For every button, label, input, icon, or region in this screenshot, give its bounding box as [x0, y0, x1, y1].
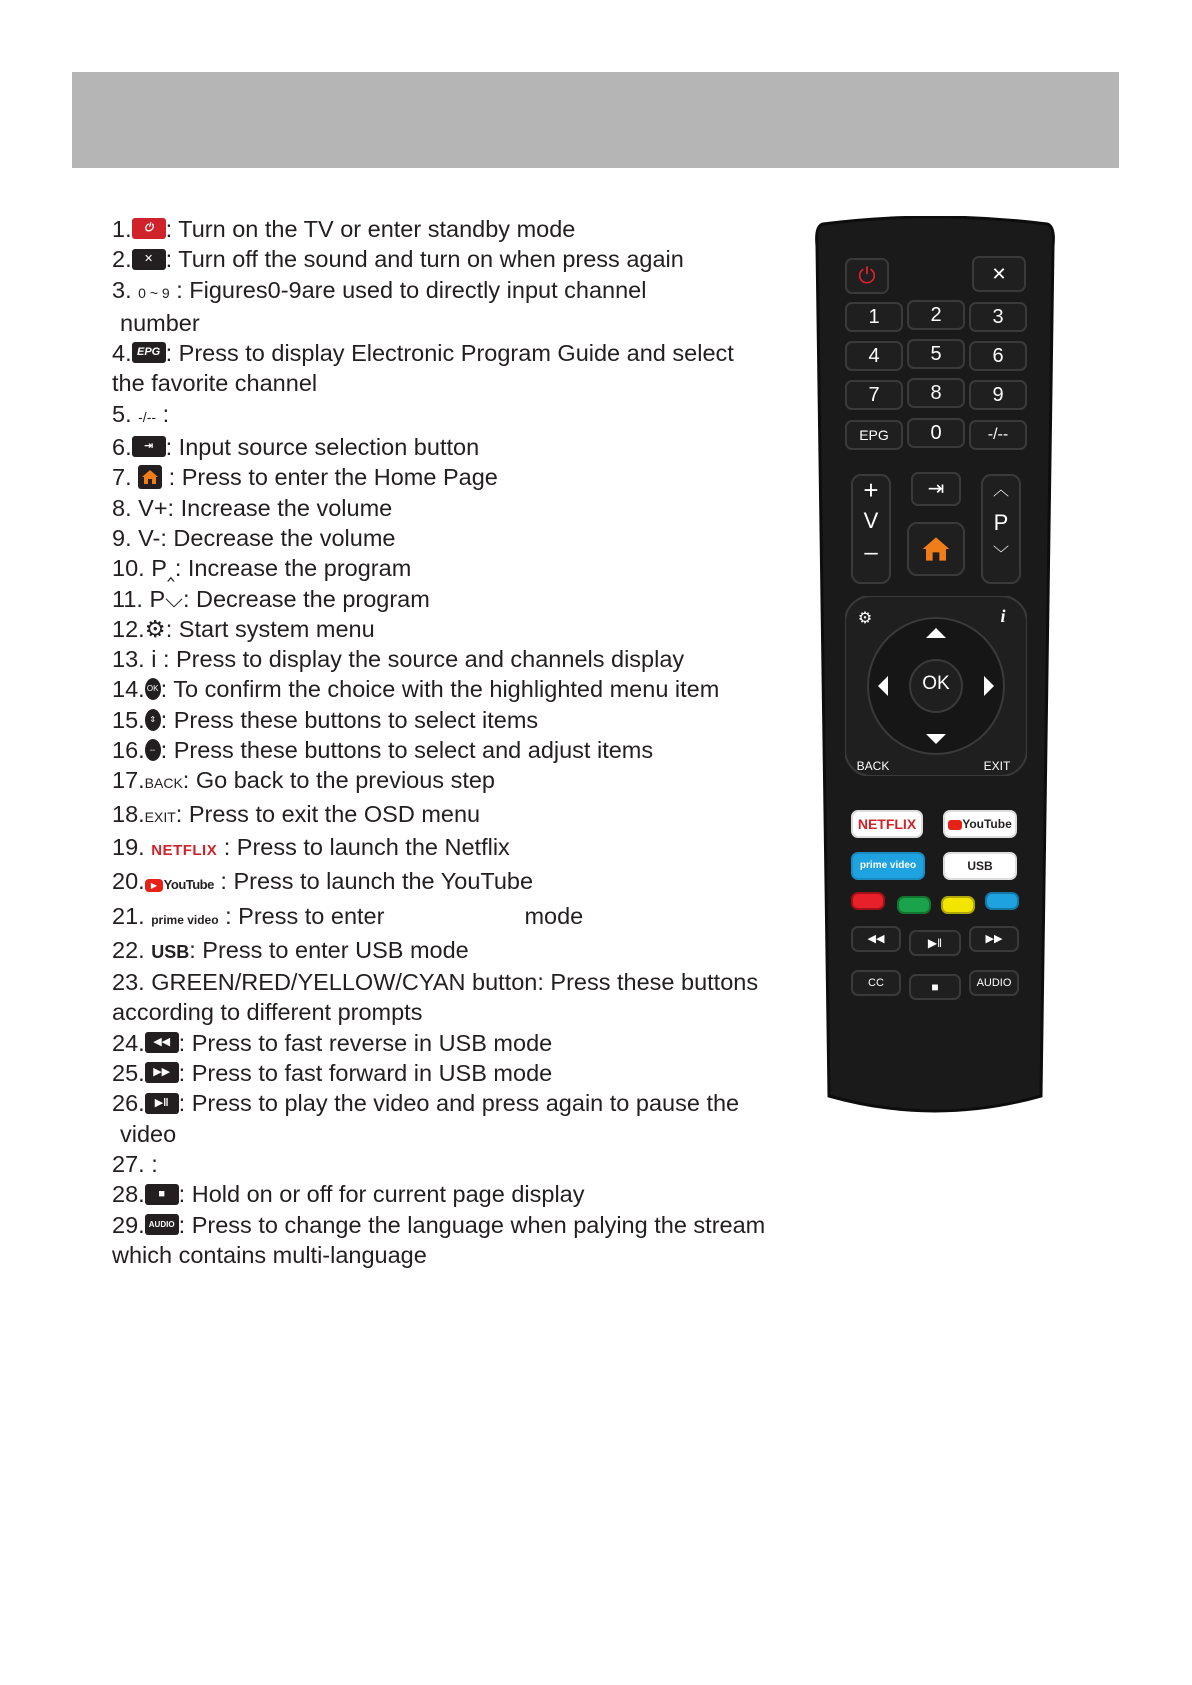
item-text: : Press to change the language when palying the stream [178, 1211, 766, 1238]
item-number: 13. [112, 646, 145, 673]
rewind-icon: ◀◀ [867, 933, 885, 945]
item-number: 4. [112, 340, 132, 367]
item-text: V+: Increase the volume [138, 494, 393, 521]
header-band [72, 72, 1119, 168]
mute-icon: ✕ [991, 264, 1007, 284]
list-item [112, 866, 822, 900]
item-text: i : Press to display the source and channels display [151, 646, 685, 673]
youtube-logo: YouTube [948, 817, 1012, 831]
red-button[interactable] [851, 892, 885, 910]
list-item [112, 1210, 822, 1240]
item-number: 24. [112, 1029, 145, 1056]
item-text: according to different prompts [112, 999, 423, 1026]
list-item [112, 644, 822, 674]
exit-button-label[interactable]: EXIT [983, 759, 1011, 773]
list-item-continued [112, 1240, 822, 1270]
item-number: 20. [112, 868, 145, 895]
fast-forward-button[interactable] [969, 926, 1019, 952]
exit-label: EXIT [144, 808, 176, 825]
power-button[interactable] [845, 258, 889, 294]
input-source-button[interactable] [911, 472, 961, 506]
item-number: 18. [112, 800, 145, 827]
home-button[interactable] [907, 522, 965, 576]
rewind-icon: ◀◀ [145, 1032, 179, 1053]
digit-5-button[interactable]: 5 [907, 339, 965, 369]
settings-gear-icon[interactable]: ⚙ [857, 610, 873, 627]
item-text: : Press to enter USB mode [189, 936, 469, 963]
ok-button-label[interactable]: OK [922, 673, 950, 694]
list-item [112, 1179, 822, 1209]
list-item-continued [112, 308, 822, 338]
item-text: : Press to launch the Netflix [223, 833, 510, 860]
item-number: 14. [112, 676, 145, 703]
youtube-logo: ▶ YouTube [145, 877, 214, 892]
item-number: 25. [112, 1060, 145, 1087]
item-text: : Turn on the TV or enter standby mode [165, 216, 576, 242]
power-icon: ⏻ [132, 218, 166, 239]
item-text: : Hold on or off for current page display [178, 1181, 585, 1208]
input-source-icon: ⇥ [927, 478, 945, 500]
list-item [112, 1058, 822, 1088]
digit-2-button[interactable]: 2 [907, 300, 965, 330]
ok-icon: OK [145, 678, 161, 700]
item-text: : Press to fast reverse in USB mode [178, 1029, 553, 1056]
item-number: 16. [112, 737, 145, 764]
item-text: number [120, 309, 200, 336]
item-number: 1. [112, 216, 132, 242]
chevron-up-icon: ︿ [992, 482, 1009, 499]
back-label: BACK [144, 775, 183, 792]
up-down-icon: ⇕ [145, 709, 161, 731]
digit-6-button[interactable]: 6 [969, 341, 1027, 371]
left-right-icon: ⇔ [145, 739, 161, 761]
item-text: : [162, 400, 170, 427]
usb-button[interactable]: USB [943, 852, 1017, 880]
item-number: 15. [112, 706, 145, 733]
youtube-play-icon [948, 820, 962, 830]
list-item-continued [112, 368, 822, 398]
digit-8-button[interactable]: 8 [907, 378, 965, 408]
item-number: 28. [112, 1181, 145, 1208]
item-number: 26. [112, 1090, 145, 1117]
yellow-button[interactable] [941, 896, 975, 914]
program-label: P [993, 510, 1009, 535]
usb-label: USB [151, 941, 190, 962]
fast-forward-icon: ▶▶ [985, 933, 1003, 945]
list-item [112, 553, 822, 583]
volume-label: V [863, 508, 879, 533]
list-item [112, 399, 822, 432]
dash-button[interactable]: -/-- [969, 420, 1027, 450]
digit-1-button[interactable]: 1 [845, 302, 903, 332]
item-number: 9. [112, 524, 132, 551]
list-item [112, 765, 822, 798]
digit-3-button[interactable]: 3 [969, 302, 1027, 332]
list-item [112, 523, 822, 553]
list-item [112, 338, 822, 368]
item-text: : Press to display Electronic Program Guide and select [165, 340, 734, 367]
back-button-label[interactable]: BACK [856, 759, 890, 773]
input-source-icon: ⇥ [132, 436, 166, 457]
mute-button[interactable] [972, 256, 1026, 292]
list-item [112, 1088, 822, 1118]
list-item [112, 799, 822, 832]
item-text-tail: mode [524, 902, 584, 929]
prime-video-logo: prime video [859, 860, 917, 871]
list-item [112, 935, 822, 967]
list-item [112, 674, 822, 704]
volume-up-label: + [863, 475, 879, 505]
item-text: V-: Decrease the volume [138, 524, 396, 551]
home-icon [916, 529, 956, 569]
item-number: 7. [112, 464, 132, 491]
item-text: GREEN/RED/YELLOW/CYAN button: Press these buttons [151, 969, 759, 996]
list-item [112, 901, 822, 935]
youtube-button[interactable] [943, 810, 1017, 838]
item-text: the favorite channel [112, 370, 318, 397]
prime-video-logo: prime video [151, 912, 219, 927]
prime-video-button[interactable] [851, 852, 925, 880]
item-text: : Press to enter [218, 902, 385, 929]
item-number: 29. [112, 1211, 145, 1238]
power-icon: ⏻ [858, 263, 876, 288]
item-text: : Input source selection button [165, 434, 480, 461]
volume-down-label: – [864, 539, 878, 566]
stop-button[interactable] [909, 974, 961, 1000]
item-text: : Press these buttons to select items [160, 706, 539, 733]
item-text: : Press these buttons to select and adjust items [160, 737, 654, 764]
list-item [112, 967, 822, 997]
item-text: : Press to play the video and press again to pause the [178, 1090, 740, 1117]
mute-icon: ✕ [132, 249, 166, 270]
netflix-button[interactable] [851, 810, 923, 838]
youtube-play-icon: ▶ [145, 879, 163, 892]
program-rocker[interactable] [981, 474, 1021, 584]
fast-forward-icon: ▶▶ [145, 1062, 179, 1083]
cyan-button[interactable] [985, 892, 1019, 910]
item-number: 11. [112, 585, 143, 612]
item-text: video [120, 1120, 177, 1147]
item-text: : [151, 1150, 158, 1177]
list-item [112, 705, 822, 735]
item-text: : Press to fast forward in USB mode [178, 1060, 553, 1087]
chevron-down-icon: ﹀ [992, 546, 1009, 563]
epg-icon: EPG [132, 342, 166, 363]
item-text: ⚙: Start system menu [144, 615, 375, 642]
item-text: : Turn off the sound and turn on when press again [165, 246, 684, 273]
button-description-list [112, 214, 822, 1270]
cc-button[interactable]: CC [851, 970, 901, 996]
play-pause-button[interactable] [909, 930, 961, 956]
netflix-logo: NETFLIX [151, 841, 218, 859]
item-number: 5. [112, 400, 132, 427]
item-text: P⌵: Decrease the program [149, 585, 430, 612]
item-number: 12. [112, 615, 145, 642]
stop-icon: ■ [931, 980, 939, 994]
digit-0-button[interactable]: 0 [907, 418, 965, 448]
digits-label: 0 ~ 9 [138, 284, 170, 301]
item-text: which contains multi-language [112, 1241, 427, 1268]
volume-rocker[interactable] [851, 474, 891, 584]
home-icon [138, 465, 162, 489]
info-button-label[interactable]: i [1000, 606, 1006, 626]
item-number: 19. [112, 833, 145, 860]
play-pause-icon: ▶‖ [927, 936, 943, 950]
epg-button[interactable]: EPG [845, 420, 903, 450]
list-item [112, 735, 822, 765]
list-item [112, 432, 822, 462]
stop-icon: ■ [145, 1184, 179, 1205]
item-number: 2. [112, 246, 132, 273]
list-item [112, 1028, 822, 1058]
rewind-button[interactable] [851, 926, 901, 952]
item-text: : Figures0-9are used to directly input channel [176, 276, 647, 303]
item-number: 17. [112, 767, 145, 794]
list-item [112, 584, 822, 614]
item-number: 3. [112, 276, 132, 303]
item-number: 23. [112, 969, 145, 996]
digit-4-button[interactable]: 4 [845, 341, 903, 371]
audio-button[interactable]: AUDIO [969, 970, 1019, 996]
audio-icon: AUDIO [145, 1214, 179, 1235]
item-text: : Press to enter the Home Page [162, 464, 498, 491]
list-item [112, 244, 822, 274]
item-number: 10. [112, 555, 145, 582]
item-number: 27. [112, 1150, 145, 1177]
digit-7-button[interactable]: 7 [845, 380, 903, 410]
dash-label: -/-- [138, 408, 157, 425]
list-item [112, 614, 822, 644]
list-item-continued [112, 997, 822, 1027]
list-item [112, 1149, 822, 1179]
item-number: 22. [112, 936, 145, 963]
item-text: P‸: Increase the program [151, 555, 412, 582]
item-text: : Go back to the previous step [182, 767, 495, 794]
list-item [112, 275, 822, 308]
item-text: : To confirm the choice with the highlighted menu item [160, 676, 720, 703]
item-number: 6. [112, 434, 132, 461]
list-item-continued [112, 1119, 822, 1149]
item-number: 8. [112, 494, 132, 521]
list-item [112, 832, 822, 866]
list-item [112, 493, 822, 523]
digit-9-button[interactable]: 9 [969, 380, 1027, 410]
netflix-logo: NETFLIX [857, 816, 917, 832]
remote-control-illustration [815, 216, 1055, 1116]
item-text: : Press to launch the YouTube [220, 868, 534, 895]
item-text: : Press to exit the OSD menu [175, 800, 481, 827]
green-button[interactable] [897, 896, 931, 914]
list-item [112, 214, 822, 244]
list-item [112, 462, 822, 492]
play-pause-icon: ▶‖ [145, 1093, 179, 1114]
item-number: 21. [112, 902, 145, 929]
